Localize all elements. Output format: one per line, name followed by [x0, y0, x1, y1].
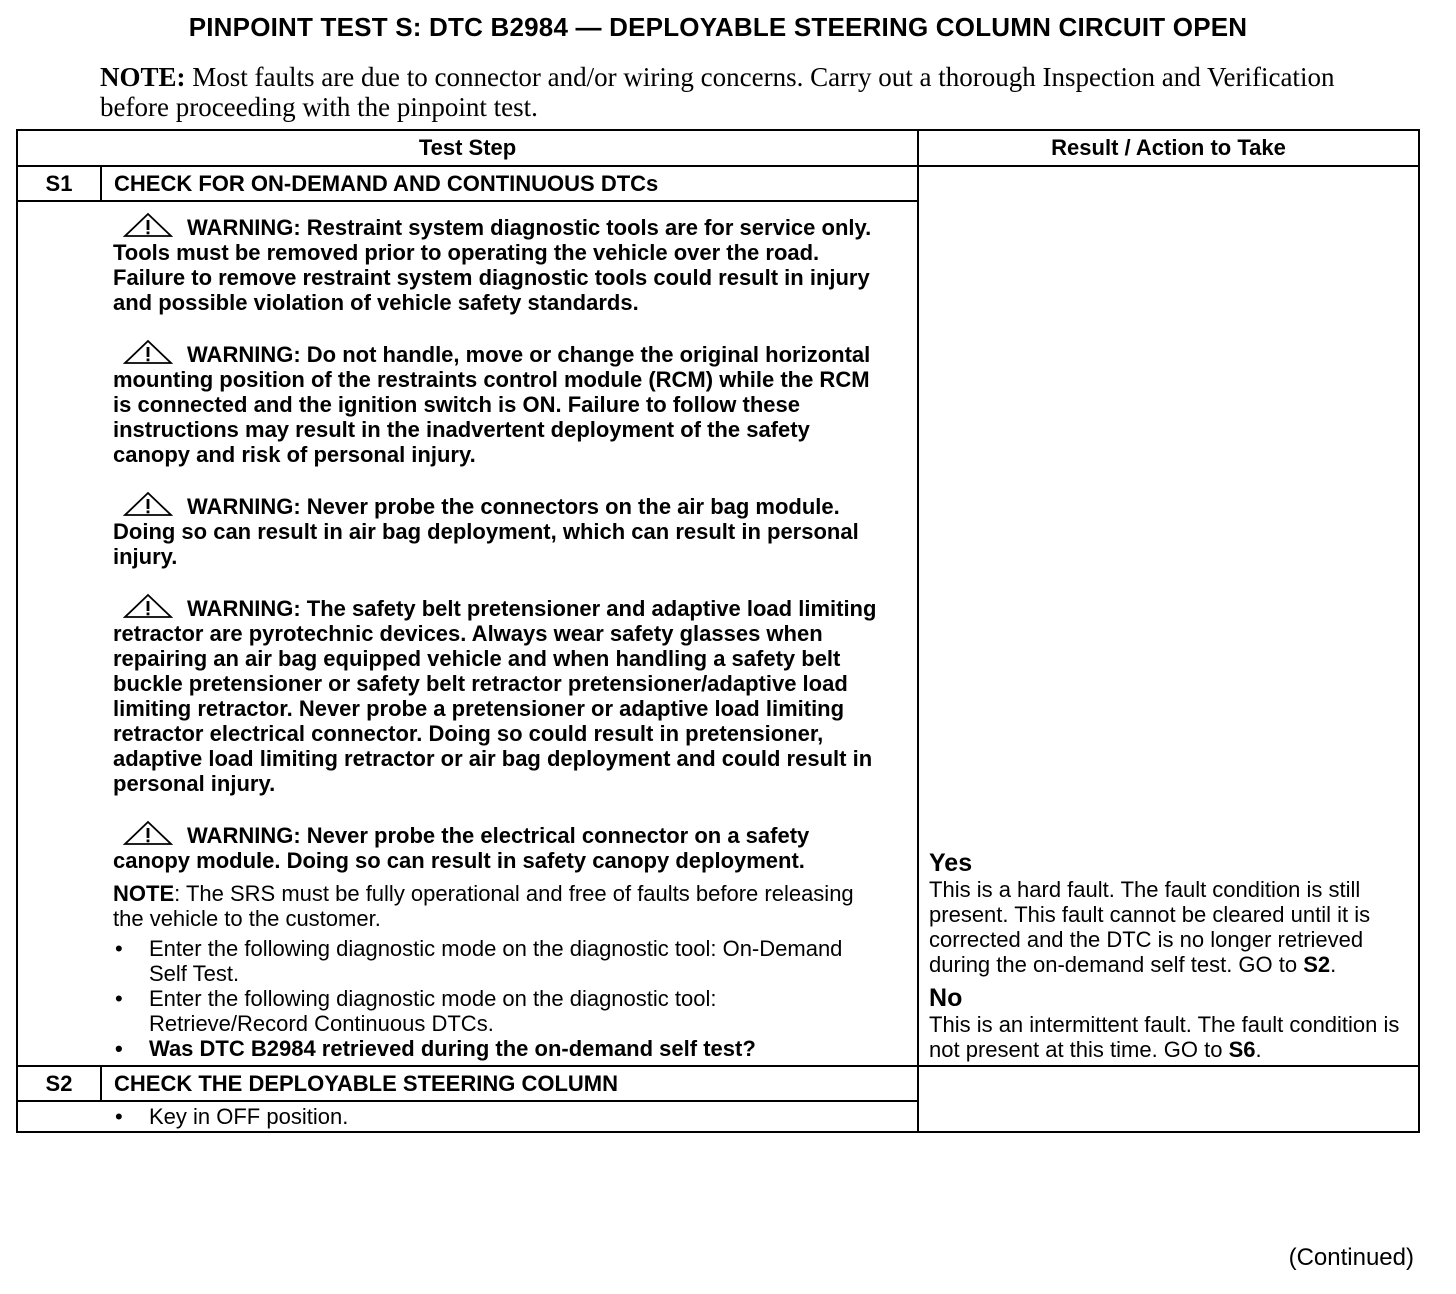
warning-2: WARNING: Do not handle, move or change the original horizontal mounting position of the restraints control module (RCM) while the RCM is connected and the ignition switch is ON. Failure to follow these instructions may result in the inadvertent deployment of the safety canopy and risk of personal injury.: [113, 339, 877, 467]
warning-triangle-icon: [123, 491, 173, 517]
s1-step-number: S1: [17, 166, 101, 201]
list-item: • Enter the following diagnostic mode on the diagnostic tool: Retrieve/Record Continuous DTCs.: [113, 986, 877, 1036]
s1-yes-goto: S2: [1303, 952, 1331, 977]
s2-bullet-list: [113, 1104, 877, 1129]
s1-yes-text: This is a hard fault. The fault condition is still present. This fault cannot be cleared until it is corrected and the DTC is no longer retrieved during the on-demand self test. GO to S2.: [929, 877, 1371, 977]
warning-1: WARNING: Restraint system diagnostic tools are for service only. Tools must be removed prior to operating the vehicle over the road. Failure to remove restraint system diagnostic tools could result in injury and possible violation of vehicle safety standards.: [113, 212, 877, 315]
warning-triangle-icon: [123, 212, 173, 238]
intro-note-text: Most faults are due to connector and/or wiring concerns. Carry out a thorough Inspection and Verification before proceeding with the pinpoint test.: [100, 62, 1335, 122]
intro-note-label: NOTE:: [100, 62, 186, 92]
list-item: • Was DTC B2984 retrieved during the on-demand self test?: [113, 1036, 877, 1061]
header-test-step: Test Step: [17, 130, 918, 166]
list-item: • Key in OFF position.: [113, 1104, 877, 1129]
warning-triangle-icon: [123, 593, 173, 619]
warning-triangle-icon: [123, 339, 173, 365]
srs-note-label: NOTE: [113, 881, 175, 906]
s1-body: [17, 201, 918, 1066]
list-item: • Enter the following diagnostic mode on the diagnostic tool: On-Demand Self Test.: [113, 936, 877, 986]
s2-body: [17, 1101, 918, 1132]
warning-5: WARNING: Never probe the electrical connector on a safety canopy module. Doing so can result in safety canopy deployment.: [113, 820, 877, 873]
s2-step-heading: CHECK THE DEPLOYABLE STEERING COLUMN: [101, 1066, 918, 1101]
s1-step-heading: CHECK FOR ON-DEMAND AND CONTINUOUS DTCs: [101, 166, 918, 201]
s2-step-number: S2: [17, 1066, 101, 1101]
s1-yes-label: Yes: [929, 849, 973, 877]
warning-4: WARNING: The safety belt pretensioner and adaptive load limiting retractor are pyrotechnic devices. Always wear safety glasses when repairing an air bag equipped vehicle and when handling a safety belt buckle pretensioner or safety belt retractor pretensioner/adaptive load limiting retractor. Never probe a pretensioner or adaptive load limiting retractor electrical connector. Doing so could result in pretensioner, adaptive load limiting retractor or air bag deployment and could result in personal injury.: [113, 593, 877, 796]
s1-result-cell: [918, 166, 1419, 1066]
s1-no-label: No: [929, 984, 963, 1012]
table-header-row: [17, 130, 1419, 166]
s1-heading-row: [17, 166, 1419, 201]
s1-no-text: This is an intermittent fault. The fault condition is not present at this time. GO to S6.: [929, 1012, 1400, 1062]
intro-note: [100, 62, 1340, 122]
pinpoint-test-table: [16, 129, 1420, 1133]
s2-result-cell: [918, 1066, 1419, 1132]
warning-triangle-icon: [123, 820, 173, 846]
srs-note: NOTE: The SRS must be fully operational and free of faults before releasing the vehicle to the customer.: [113, 881, 854, 931]
continued-label: (Continued): [1288, 1244, 1414, 1271]
s1-bullet-list: [113, 936, 877, 1061]
s2-heading-row: [17, 1066, 1419, 1101]
warning-3: WARNING: Never probe the connectors on the air bag module. Doing so can result in air bag deployment, which can result in personal injury.: [113, 491, 877, 569]
s1-no-goto: S6: [1228, 1037, 1256, 1062]
header-result: Result / Action to Take: [918, 130, 1419, 166]
page-title: PINPOINT TEST S: DTC B2984 — DEPLOYABLE STEERING COLUMN CIRCUIT OPEN: [188, 12, 1248, 42]
